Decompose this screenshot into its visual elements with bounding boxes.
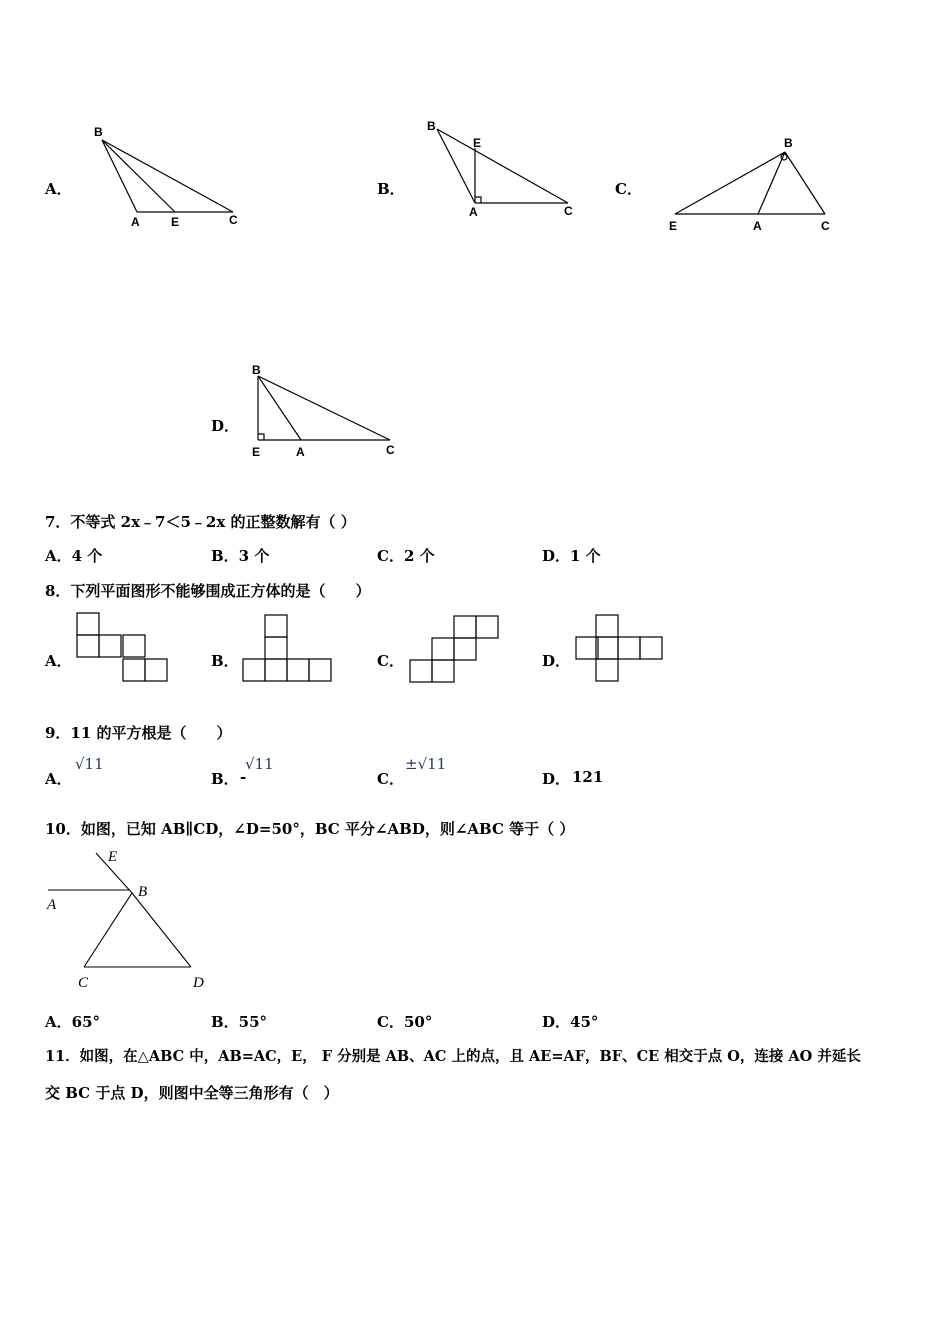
point-e-label: E <box>171 215 180 229</box>
point-a-label: A <box>753 219 762 233</box>
q7-stem: 7．不等式 2x﹣7＜5﹣2x 的正整数解有（ ） <box>45 513 356 531</box>
segment-bc <box>785 152 825 214</box>
right-angle-mark <box>258 434 264 440</box>
segment-bd <box>132 893 191 967</box>
q8-option-b-label: B． <box>211 652 239 670</box>
q8-net-b <box>242 614 334 684</box>
segment-bc <box>258 376 390 440</box>
point-b-label: B <box>252 363 261 377</box>
point-e-label: E <box>473 136 482 150</box>
q8-net-c <box>409 615 501 685</box>
point-e-label: E <box>252 445 261 459</box>
q7-option-d: D．1 个 <box>542 547 601 565</box>
q9-option-a-label: A． <box>45 770 72 788</box>
point-c-label: C <box>821 219 830 233</box>
q9-option-b-label: B． <box>211 770 239 788</box>
q10-option-c: C．50° <box>377 1013 433 1031</box>
q6-option-a-label: A． <box>45 180 72 198</box>
q6-figure-c <box>660 130 845 240</box>
q7-option-b: B．3 个 <box>211 547 270 565</box>
q10-option-b: B．55° <box>211 1013 268 1031</box>
q9-stem: 9．11 的平方根是（ ） <box>45 724 232 742</box>
q8-option-d-label: D． <box>542 652 571 670</box>
point-a-label: A <box>47 897 57 913</box>
q8-net-a <box>76 612 172 686</box>
segment-ba <box>758 152 785 214</box>
q6-figure-d <box>245 360 405 465</box>
point-a-label: A <box>469 205 478 219</box>
q10-option-d: D．45° <box>542 1013 599 1031</box>
point-c-label: C <box>386 443 395 457</box>
point-e-label: E <box>108 849 118 865</box>
q6-figure-a <box>85 120 255 235</box>
point-c-label: C <box>564 204 573 218</box>
q9-option-d-label: D． <box>542 770 571 788</box>
point-b-label: B <box>94 125 103 139</box>
q9-option-c-expr: ±√11 <box>405 755 447 773</box>
point-e-label: E <box>669 219 678 233</box>
segment-be <box>102 140 175 212</box>
q10-option-a: A．65° <box>45 1013 101 1031</box>
q9-option-c-label: C． <box>377 770 404 788</box>
q9-option-b-expr: √11 <box>245 755 274 773</box>
q8-option-a-label: A． <box>45 652 72 670</box>
q8-net-d <box>575 614 667 684</box>
q9-option-b-sign: - <box>240 768 247 786</box>
q6-option-b-label: B． <box>377 180 405 198</box>
q6-figure-b <box>420 115 590 225</box>
q10-figure <box>44 845 214 995</box>
segment-ba <box>258 376 301 440</box>
q9-option-a-expr: √11 <box>75 755 104 773</box>
point-c-label: C <box>78 975 89 991</box>
q6-option-c-label: C． <box>615 180 642 198</box>
q11-stem-line-2: 交 BC 于点 D，则图中全等三角形有（ ） <box>45 1084 339 1102</box>
right-angle-mark <box>475 197 481 203</box>
point-b-label: B <box>427 119 436 133</box>
point-b-label: B <box>138 884 148 900</box>
q9-option-d-text: 121 <box>572 768 604 786</box>
segment-be <box>675 152 785 214</box>
q7-option-a: A．4 个 <box>45 547 103 565</box>
q6-option-d-label: D． <box>211 417 240 435</box>
point-a-label: A <box>296 445 305 459</box>
point-a-label: A <box>131 215 140 229</box>
point-b-label: B <box>784 136 793 150</box>
segment-bc <box>84 893 132 967</box>
q8-stem: 8．下列平面图形不能够围成正方体的是（ ） <box>45 582 371 600</box>
segment-ba <box>102 140 137 212</box>
q7-option-c: C．2 个 <box>377 547 435 565</box>
q11-stem-line-1: 11．如图，在△ABC 中，AB=AC，E， F 分别是 AB、AC 上的点，且 AE=AF，BF、CE 相交于点 O，连接 AO 并延长 <box>45 1048 861 1065</box>
q8-option-c-label: C． <box>377 652 404 670</box>
segment-bc <box>102 140 233 212</box>
q10-stem: 10．如图，已知 AB∥CD，∠D=50°，BC 平分∠ABD，则∠ABC 等于（ ） <box>45 820 575 838</box>
point-d-label: D <box>193 975 204 991</box>
point-c-label: C <box>229 213 238 227</box>
